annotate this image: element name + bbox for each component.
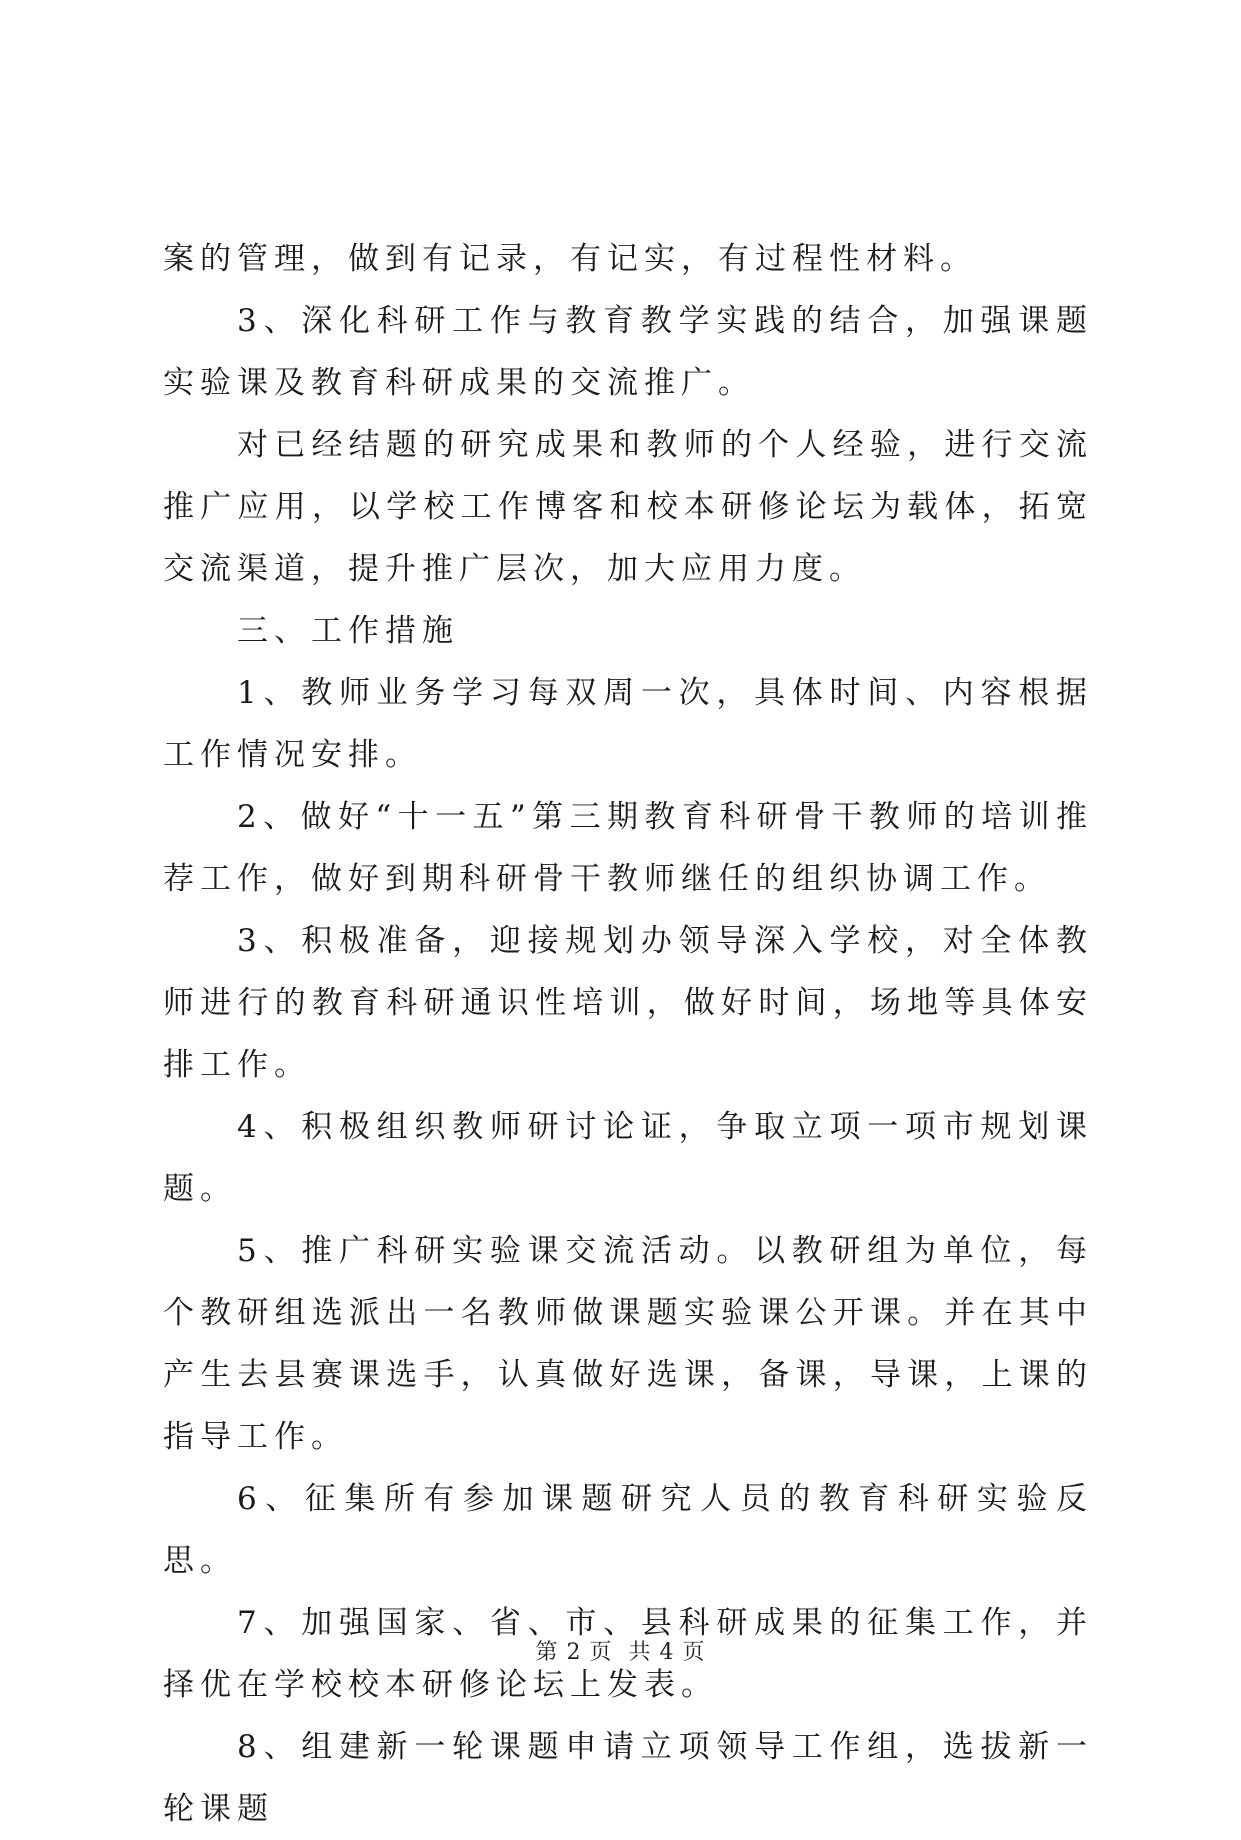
paragraph-1: 案的管理，做到有记录，有记实，有过程性材料。	[163, 241, 977, 277]
paragraph-8: 4、积极组织教师研讨论证，争取立项一项市规划课题。	[163, 1109, 1093, 1207]
document-body	[163, 228, 1093, 1840]
section-heading: 三、工作措施	[237, 613, 459, 649]
paragraph-12: 8、组建新一轮课题申请立项领导工作组，选拔新一轮课题	[163, 1729, 1093, 1827]
paragraph-10: 6、征集所有参加课题研究人员的教育科研实验反思。	[163, 1481, 1093, 1579]
paragraph-11: 7、加强国家、省、市、县科研成果的征集工作，并择优在学校校本研修论坛上发表。	[163, 1605, 1093, 1703]
paragraph-3: 对已经结题的研究成果和教师的个人经验，进行交流推广应用，以学校工作博客和校本研修论坛为载体，拓宽交流渠道，提升推广层次，加大应用力度。	[163, 427, 1093, 587]
paragraph-6: 2、做好“十一五”第三期教育科研骨干教师的培训推荐工作，做好到期科研骨干教师继任的组织协调工作。	[163, 799, 1093, 897]
paragraph-9: 5、推广科研实验课交流活动。以教研组为单位，每个教研组选派出一名教师做课题实验课公开课。并在其中产生去县赛课选手，认真做好选课，备课，导课，上课的指导工作。	[163, 1233, 1093, 1455]
page-footer	[0, 1635, 1241, 1666]
paragraph-7: 3、积极准备，迎接规划办领导深入学校，对全体教师进行的教育科研通识性培训，做好时间，场地等具体安排工作。	[163, 923, 1093, 1083]
paragraph-5: 1、教师业务学习每双周一次，具体时间、内容根据工作情况安排。	[163, 675, 1093, 773]
paragraph-2: 3、深化科研工作与教育教学实践的结合，加强课题实验课及教育科研成果的交流推广。	[163, 303, 1093, 401]
page-number-label: 第 2 页 共 4 页	[535, 1640, 706, 1665]
